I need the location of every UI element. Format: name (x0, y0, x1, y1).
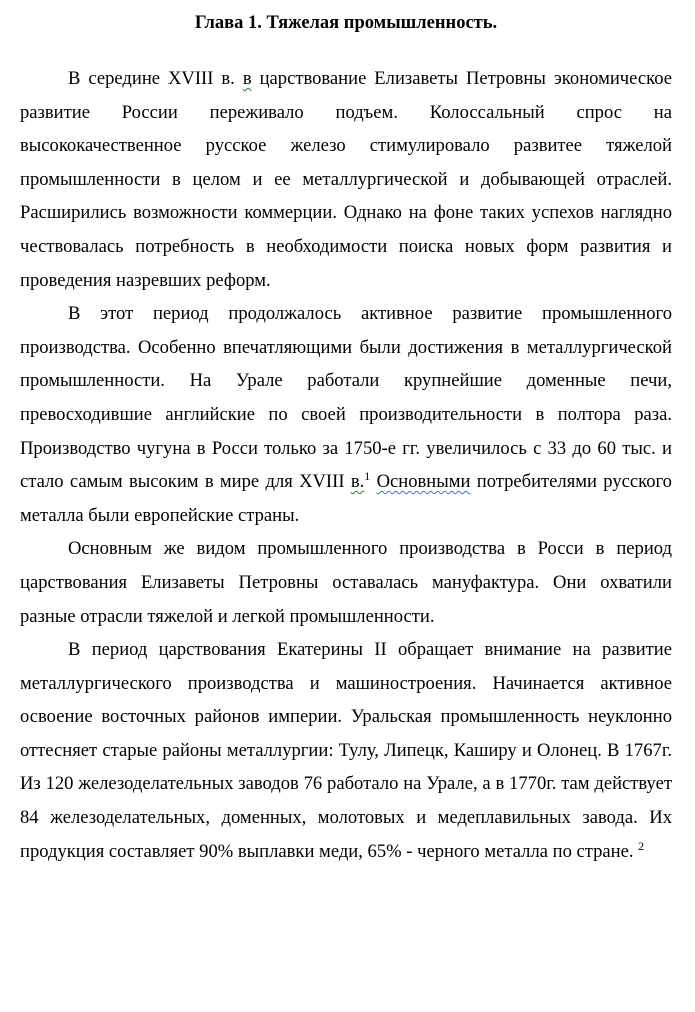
paragraph-1 (20, 62, 672, 297)
paragraph-1-text-b: царствование Елизаветы Петровны экономическое развитие России переживало подъем. Колоссальный спрос на высококачественное русское железо стимулировало развитее тяжелой промышленности в целом и ее металлургической и добывающей отраслей. Расширились возможности коммерции. Однако на фоне таких успехов наглядно чествовалась потребность в необходимости поиска новых форм развития и проведения назревших реформ. (20, 68, 672, 291)
paragraph-1-text-a: В середине XVIII в. (68, 68, 243, 89)
paragraph-3: Основным же видом промышленного производства в Росси в период царствования Елизаветы Петровны оставалась мануфактура. Они охватили разные отрасли тяжелой и легкой промышленности. (20, 538, 672, 627)
spellcheck-flagged-word: в (242, 68, 252, 89)
chapter-title: Глава 1. Тяжелая промышленность. (194, 13, 498, 33)
paragraph-2-text-a: В этот период продолжалось активное развитие промышленного производства. Особенно впечатляющими были достижения в металлургической промышленности. На Урале работали крупнейшие доменные печи, превосходившие английские по своей производительности в полтора раза. Производство чугуна в Росси только за 1750-е гг. увеличилось с 33 до 60 тыс. и стало самым высоким в мире для XVIII (20, 303, 672, 493)
footnote-ref-2[interactable]: 2 (638, 838, 645, 853)
paragraph-2 (20, 297, 672, 532)
grammar-flagged-word: Основными (376, 471, 471, 493)
footnote-ref-1[interactable]: 1 (364, 469, 371, 484)
paragraph-4 (20, 633, 672, 868)
spellcheck-flagged-word: в. (350, 471, 365, 493)
paragraph-4-text: В период царствования Екатерины II обращает внимание на развитие металлургического производства и машиностроения. Начинается активное освоение восточных районов империи. Уральская промышленность неуклонно оттесняет старые районы металлургии: Тулу, Липецк, Каширу и Олонец. В 1767г. Из 120 железоделательных заводов 76 работало на Урале, а в 1770г. там действует 84 железоделательных, доменных, молотовых и медеплавильных завода. Их продукция составляет 90% выплавки меди, 65% - черного металла по стране. (20, 639, 672, 862)
paragraph-2-text-b: потребителями русского металла были европейские страны. (20, 471, 672, 526)
